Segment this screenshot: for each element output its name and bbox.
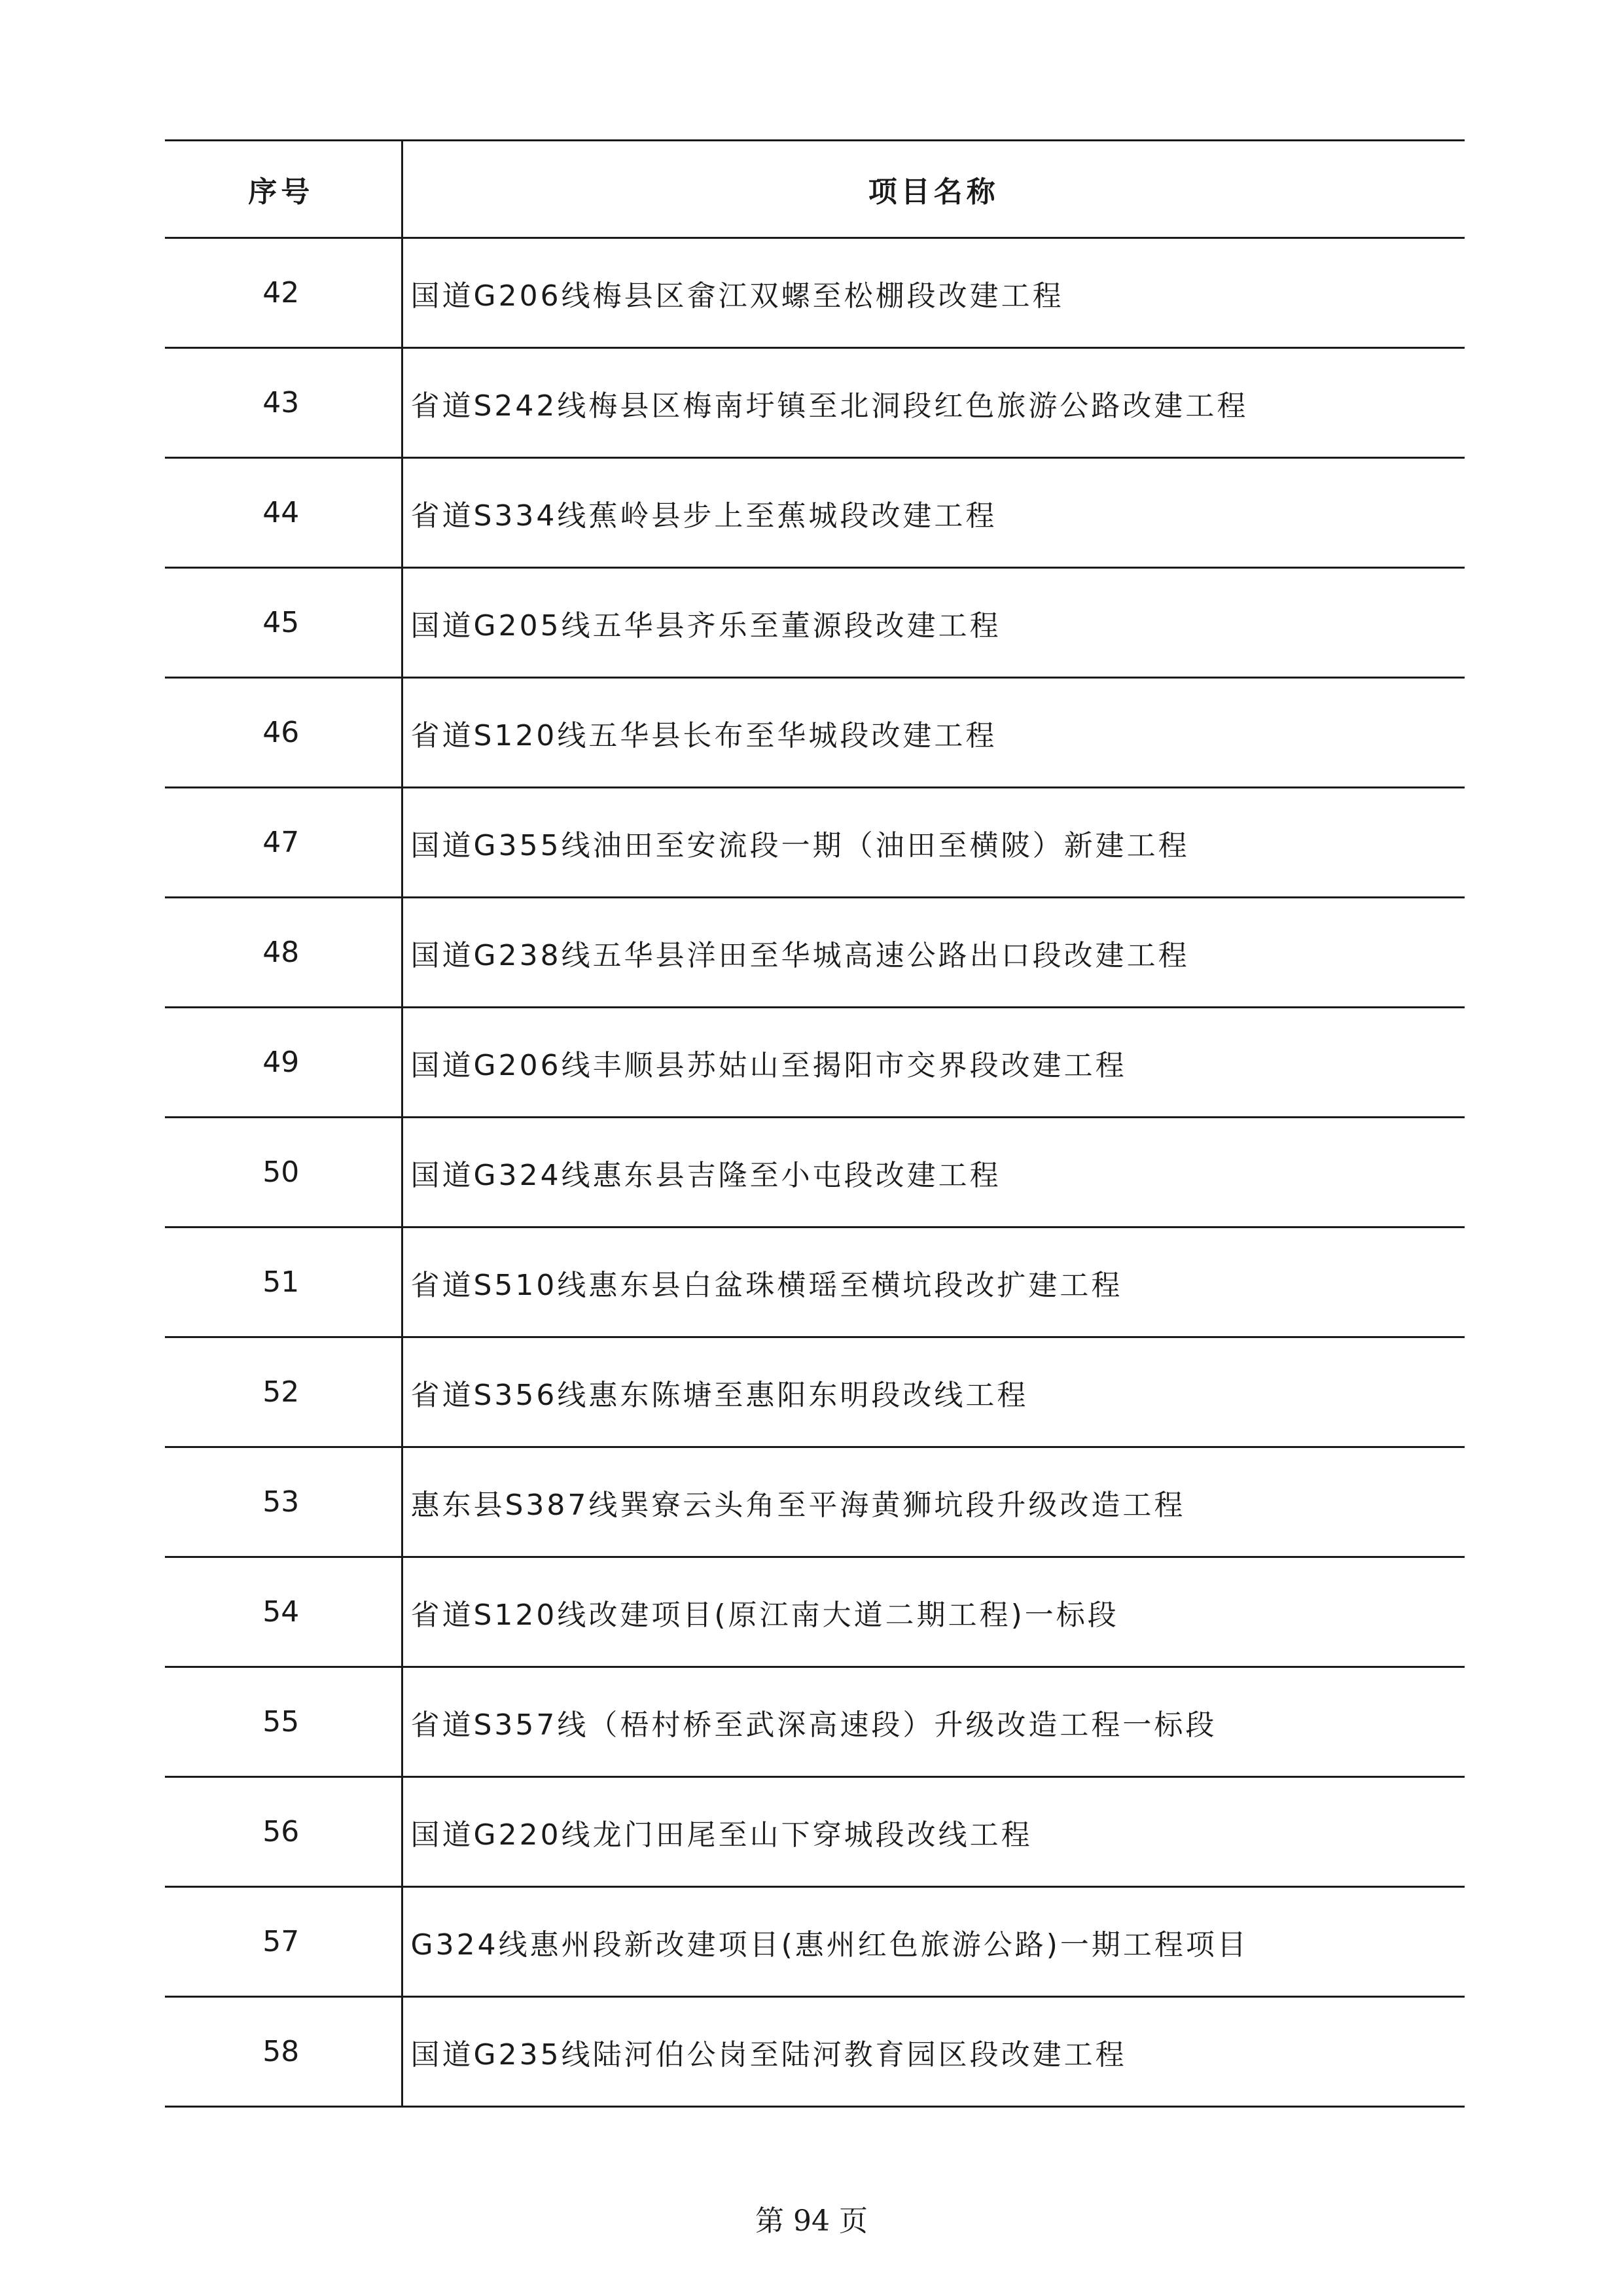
table-row xyxy=(165,678,1465,788)
project-name: 省道S120线五华县长布至华城段改建工程 xyxy=(402,678,1465,788)
project-name: 省道S242线梅县区梅南圩镇至北洞段红色旅游公路改建工程 xyxy=(402,348,1465,458)
row-number: 55 xyxy=(165,1667,402,1777)
project-name: 省道S120线改建项目(原江南大道二期工程)一标段 xyxy=(402,1557,1465,1667)
project-name: 惠东县S387线巽寮云头角至平海黄狮坑段升级改造工程 xyxy=(402,1447,1465,1557)
table-row xyxy=(165,1997,1465,2107)
table-header xyxy=(165,141,1465,238)
row-number: 45 xyxy=(165,568,402,678)
project-name: 省道S510线惠东县白盆珠横瑶至横坑段改扩建工程 xyxy=(402,1227,1465,1337)
table-row xyxy=(165,1227,1465,1337)
row-number: 47 xyxy=(165,788,402,898)
row-number: 56 xyxy=(165,1777,402,1887)
table-row xyxy=(165,898,1465,1008)
table-row xyxy=(165,1447,1465,1557)
table-row xyxy=(165,1887,1465,1997)
row-number: 46 xyxy=(165,678,402,788)
row-number: 42 xyxy=(165,238,402,348)
row-number: 58 xyxy=(165,1997,402,2107)
project-name: 省道S334线蕉岭县步上至蕉城段改建工程 xyxy=(402,458,1465,568)
table-row xyxy=(165,238,1465,348)
table-body xyxy=(165,238,1465,2107)
row-number: 48 xyxy=(165,898,402,1008)
table-row xyxy=(165,568,1465,678)
row-number: 52 xyxy=(165,1337,402,1447)
table-row xyxy=(165,1667,1465,1777)
row-number: 51 xyxy=(165,1227,402,1337)
header-name: 项目名称 xyxy=(402,141,1465,238)
table-row xyxy=(165,1008,1465,1118)
header-row xyxy=(165,141,1465,238)
project-name: 国道G235线陆河伯公岗至陆河教育园区段改建工程 xyxy=(402,1997,1465,2107)
table-row xyxy=(165,788,1465,898)
table-row xyxy=(165,1557,1465,1667)
row-number: 54 xyxy=(165,1557,402,1667)
table-row xyxy=(165,348,1465,458)
project-table xyxy=(165,139,1465,2108)
page-number: 第 94 页 xyxy=(755,2204,868,2238)
project-name: 省道S356线惠东陈塘至惠阳东明段改线工程 xyxy=(402,1337,1465,1447)
table-row xyxy=(165,1118,1465,1227)
row-number: 50 xyxy=(165,1118,402,1227)
project-name: 国道G205线五华县齐乐至董源段改建工程 xyxy=(402,568,1465,678)
project-name: 国道G238线五华县洋田至华城高速公路出口段改建工程 xyxy=(402,898,1465,1008)
project-name: G324线惠州段新改建项目(惠州红色旅游公路)一期工程项目 xyxy=(402,1887,1465,1997)
row-number: 44 xyxy=(165,458,402,568)
row-number: 49 xyxy=(165,1008,402,1118)
row-number: 53 xyxy=(165,1447,402,1557)
table-row xyxy=(165,458,1465,568)
row-number: 43 xyxy=(165,348,402,458)
table-row xyxy=(165,1777,1465,1887)
header-number: 序号 xyxy=(165,141,402,238)
project-name: 国道G206线丰顺县苏姑山至揭阳市交界段改建工程 xyxy=(402,1008,1465,1118)
project-name: 国道G206线梅县区畲江双螺至松棚段改建工程 xyxy=(402,238,1465,348)
project-name: 国道G220线龙门田尾至山下穿城段改线工程 xyxy=(402,1777,1465,1887)
project-name: 省道S357线（梧村桥至武深高速段）升级改造工程一标段 xyxy=(402,1667,1465,1777)
table-row xyxy=(165,1337,1465,1447)
project-name: 国道G324线惠东县吉隆至小屯段改建工程 xyxy=(402,1118,1465,1227)
row-number: 57 xyxy=(165,1887,402,1997)
project-name: 国道G355线油田至安流段一期（油田至横陂）新建工程 xyxy=(402,788,1465,898)
